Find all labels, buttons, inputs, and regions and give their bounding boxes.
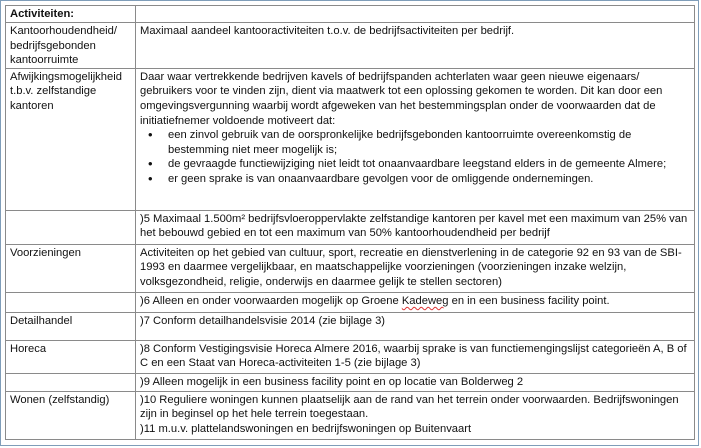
list-item: • een zinvol gebruik van de oorspronkelijke bedrijfsgebonden kantoorruimte overeenkomstig de bestemming niet meer mogelijk is; [168,128,690,157]
table-row [6,244,695,292]
activities-table [5,5,695,440]
afwijking-intro: Daar waar vertrekkende bedrijven kavels of bedrijfspanden achterlaten waar geen nieuwe eigenaars/ gebruikers voor te vinden zijn, dient via maatwerk tot een oplossing gekomen te worden. Dit kan door een omgevingsvergunning waarbij wordt afgeweken van het bestemmingsplan onder de voorwaarden dat de initiatiefnemer voldoende motiveert dat: [140,70,663,127]
row-text-afwijking [136,68,695,210]
row-text-horeca: )8 Conform Vestigingsvisie Horeca Almere 2016, waarbij sprake is van functiemengingslijst categorieën A, B of C en een Staat van Horeca-activiteiten 1-5 (zie bijlage 3) [136,340,695,373]
row-label-wonen: Wonen (zelfstandig) [6,391,136,439]
row-text-voorzieningen: Activiteiten op het gebied van cultuur, sport, recreatie en dienstverlening in de categorie 92 en 93 van de SBI-1993 en daarmee vergelijkbaar, en maatschappelijke voorzieningen (voorzieningen inzake welzijn, volksgezondheid, religie, onderwijs en daarmee gelijk te stellen sectoren) [136,244,695,292]
row-text-kantoor: Maximaal aandeel kantooractiviteiten t.o.v. de bedrijfsactiviteiten per bedrijf. [136,23,695,69]
row-label-detailhandel: Detailhandel [6,312,136,340]
row-text-wonen [136,391,695,439]
header-title: Activiteiten: [6,6,136,23]
row-label-empty [6,373,136,391]
row-label-empty [6,292,136,312]
afwijking-bullet-list [140,128,690,186]
row-note-6 [136,292,695,312]
note-6-prefix: )6 Alleen en onder voorwaarden mogelijk op Groene [140,294,402,307]
spellcheck-word: Kadeweg [401,294,449,307]
list-item: • de gevraagde functiewijziging niet leidt tot onaanvaardbare leegstand elders in de gemeente Almere; [168,157,690,172]
row-text-detailhandel: )7 Conform detailhandelsvisie 2014 (zie bijlage 3) [136,312,695,340]
wonen-note-11: )11 m.u.v. plattelandswoningen en bedrijfswoningen op Buitenvaart [140,422,472,435]
table-row [6,23,695,69]
row-label-voorzieningen: Voorzieningen [6,244,136,292]
row-note-5: )5 Maximaal 1.500m² bedrijfsvloeroppervlakte zelfstandige kantoren per kavel met een maximum van 25% van het bebouwd gebied en tot een maximum van 50% kantoorhoudendheid per bedrijf [136,210,695,244]
note-6-suffix: en in een business facility point. [448,294,610,307]
row-label-afwijking: Afwijkingsmogelijkheid t.b.v. zelfstandige kantoren [6,68,136,210]
table-row [6,312,695,340]
header-empty-cell [136,6,695,23]
table-row [6,373,695,391]
table-row [6,210,695,244]
row-note-9: )9 Alleen mogelijk in een business facility point en op locatie van Bolderweg 2 [136,373,695,391]
table-row [6,68,695,210]
row-label-horeca: Horeca [6,340,136,373]
table-header-row [6,6,695,23]
row-label-kantoor: Kantoorhoudendheid/ bedrijfsgebonden kantoorruimte [6,23,136,69]
table-row [6,391,695,439]
table-row [6,292,695,312]
wonen-text: )10 Reguliere woningen kunnen plaatselijk aan de rand van het terrein onder voorwaarden. Bedrijfswoningen zijn in beginsel op het hele terrein toegestaan. [140,393,679,421]
list-item: • er geen sprake is van onaanvaardbare gevolgen voor de omliggende ondernemingen. [168,172,690,187]
row-label-empty [6,210,136,244]
table-row [6,340,695,373]
